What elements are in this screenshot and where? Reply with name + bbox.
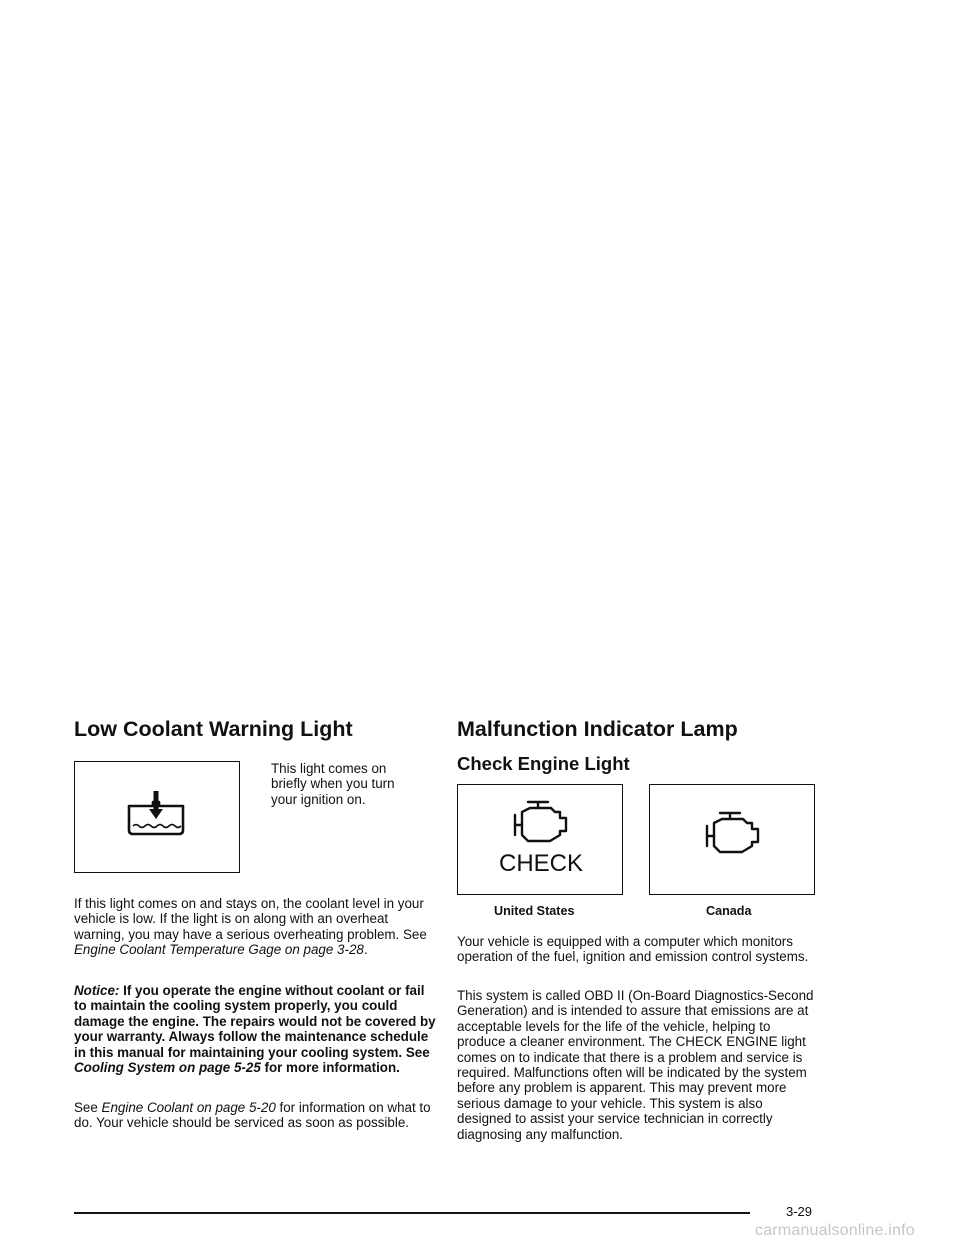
notice-label: Notice: — [74, 983, 120, 998]
engine-icon — [650, 785, 816, 896]
low-coolant-paragraph-1: If this light comes on and stays on, the coolant level in your vehicle is low. If the light is on along with an overheat warning, you may have a serious overheating problem. See Engine Coolant Temperature Gage on page 3-28. — [74, 896, 427, 958]
check-label: CHECK — [498, 850, 584, 877]
page-number: 3-29 — [786, 1204, 813, 1219]
check-engine-us-icon-box — [457, 784, 623, 895]
caption-canada: Canada — [706, 904, 752, 918]
section-title-low-coolant: Low Coolant Warning Light — [74, 717, 353, 741]
malfunction-paragraph-2: This system is called OBD II (On-Board Diagnostics-Second Generation) and is intended to assure that emissions are at acceptable levels for the life of the vehicle, helping to produce a cleaner environment. The CHECK ENGINE light comes on to indicate that there is a problem and service is required. Malfunctions often will be indicated by the system before any problem is apparent. This may prevent more serious damage to your vehicle. This system is also designed to assist your service technician in correctly diagnosing any malfunction. — [457, 988, 814, 1142]
link-cooling-system[interactable]: Cooling System on page 5-25 — [74, 1060, 261, 1076]
section-title-malfunction-indicator: Malfunction Indicator Lamp — [457, 717, 738, 741]
link-engine-coolant[interactable]: Engine Coolant on page 5-20 — [101, 1100, 276, 1115]
notice-paragraph: Notice: If you operate the engine without coolant or fail to maintain the cooling system properly, you could damage the engine. The repairs would not be covered by your warranty. Always follow the maintenance schedule in this manual for maintaining your cooling system. See Cooling System on page 5-25 for more information. — [74, 983, 436, 1076]
link-engine-coolant-temperature-gage[interactable]: Engine Coolant Temperature Gage on page 3-28 — [74, 942, 364, 958]
low-coolant-intro: This light comes on briefly when you turn your ignition on. — [271, 761, 395, 807]
low-coolant-icon-box — [74, 761, 240, 873]
engine-icon — [458, 785, 624, 896]
low-coolant-paragraph-3: See Engine Coolant on page 5-20 for information on what to do. Your vehicle should be serviced as soon as possible. — [74, 1100, 431, 1131]
footer-rule — [74, 1212, 750, 1214]
caption-united-states: United States — [494, 904, 575, 918]
subsection-title-check-engine: Check Engine Light — [457, 753, 630, 774]
check-engine-canada-icon-box — [649, 784, 815, 895]
malfunction-paragraph-1: Your vehicle is equipped with a computer which monitors operation of the fuel, ignition and emission control systems. — [457, 934, 809, 965]
watermark: carmanualsonline.info — [755, 1222, 915, 1239]
coolant-reservoir-icon — [75, 762, 241, 874]
